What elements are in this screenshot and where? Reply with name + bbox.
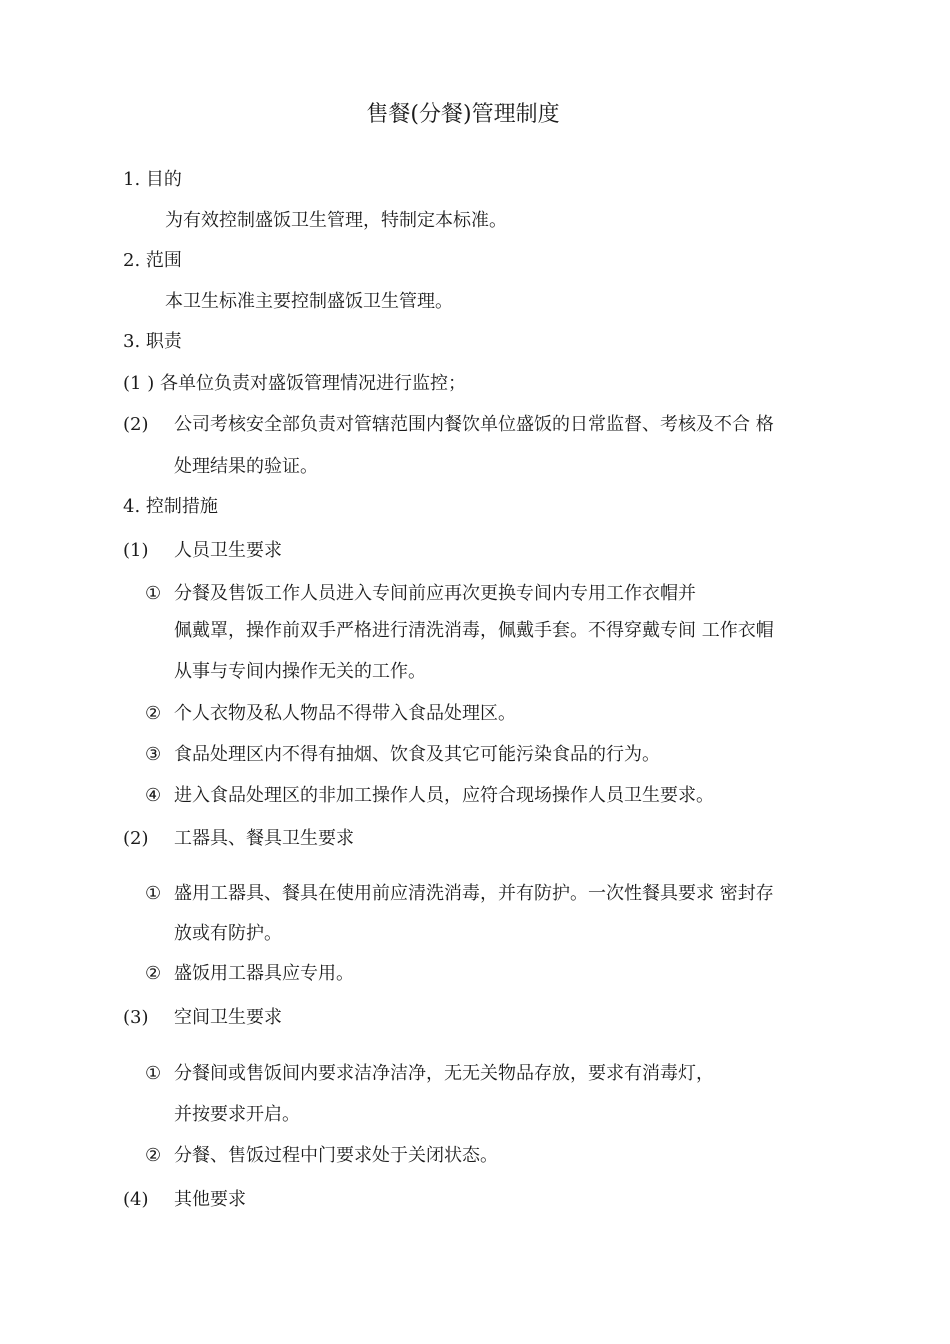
measure-1-clause-3: 食品处理区内不得有抽烟、饮食及其它可能污染食品的行为。 [174,744,660,765]
section-4-heading: 4. 控制措施 [123,496,218,517]
measure-2-title: 工器具、餐具卫生要求 [174,828,354,849]
section-1-heading: 1. 目的 [123,169,182,190]
measure-3-clause-2-marker: ② [145,1145,162,1166]
measure-1-clause-4-marker: ④ [145,785,162,806]
measure-3-title: 空间卫生要求 [174,1007,282,1028]
measure-1-title: 人员卫生要求 [174,540,282,561]
measure-4-marker: (4) [123,1189,149,1210]
document-title: 售餐(分餐)管理制度 [366,102,560,127]
measure-1-clause-1-marker: ① [145,583,162,604]
duty-item-2-line-1: 公司考核安全部负责对管辖范围内餐饮单位盛饭的日常监督、考核及不合 格 [174,414,774,435]
section-2-heading: 2. 范围 [123,250,182,271]
measure-1-clause-4: 进入食品处理区的非加工操作人员，应符合现场操作人员卫生要求。 [174,785,714,806]
duty-item-2-line-2: 处理结果的验证。 [174,456,318,477]
measure-1-clause-1-line-2: 佩戴罩，操作前双手严格进行清洗消毒，佩戴手套。不得穿戴专间 工作衣帽 [174,620,774,641]
measure-1-clause-2-marker: ② [145,703,162,724]
measure-3-clause-2: 分餐、售饭过程中门要求处于关闭状态。 [174,1145,498,1166]
measure-1-clause-3-marker: ③ [145,744,162,765]
measure-2-clause-2-marker: ② [145,963,162,984]
measure-2-marker: (2) [123,828,149,849]
measure-2-clause-2: 盛饭用工器具应专用。 [174,963,354,984]
measure-4-title: 其他要求 [174,1189,246,1210]
measure-2-clause-1-line-2: 放或有防护。 [174,923,282,944]
section-2-paragraph: 本卫生标准主要控制盛饭卫生管理。 [165,291,453,312]
measure-3-clause-1-line-1: 分餐间或售饭间内要求洁净洁净，无无关物品存放，要求有消毒灯， [174,1063,714,1084]
duty-item-2-marker: (2) [123,414,149,435]
measure-1-clause-1-line-1: 分餐及售饭工作人员进入专间前应再次更换专间内专用工作衣帽并 [174,583,696,604]
measure-1-clause-2: 个人衣物及私人物品不得带入食品处理区。 [174,703,516,724]
duty-item-1: (1 ) 各单位负责对盛饭管理情况进行监控； [123,373,466,394]
measure-2-clause-1-line-1: 盛用工器具、餐具在使用前应清洗消毒，并有防护。一次性餐具要求 密封存 [174,883,774,904]
measure-3-clause-1-marker: ① [145,1063,162,1084]
measure-3-clause-1-line-2: 并按要求开启。 [174,1104,300,1125]
section-3-heading: 3. 职责 [123,331,182,352]
measure-3-marker: (3) [123,1007,149,1028]
section-1-paragraph: 为有效控制盛饭卫生管理，特制定本标准。 [165,210,507,231]
measure-1-marker: (1) [123,540,149,561]
measure-2-clause-1-marker: ① [145,883,162,904]
measure-1-clause-1-line-3: 从事与专间内操作无关的工作。 [174,661,426,682]
